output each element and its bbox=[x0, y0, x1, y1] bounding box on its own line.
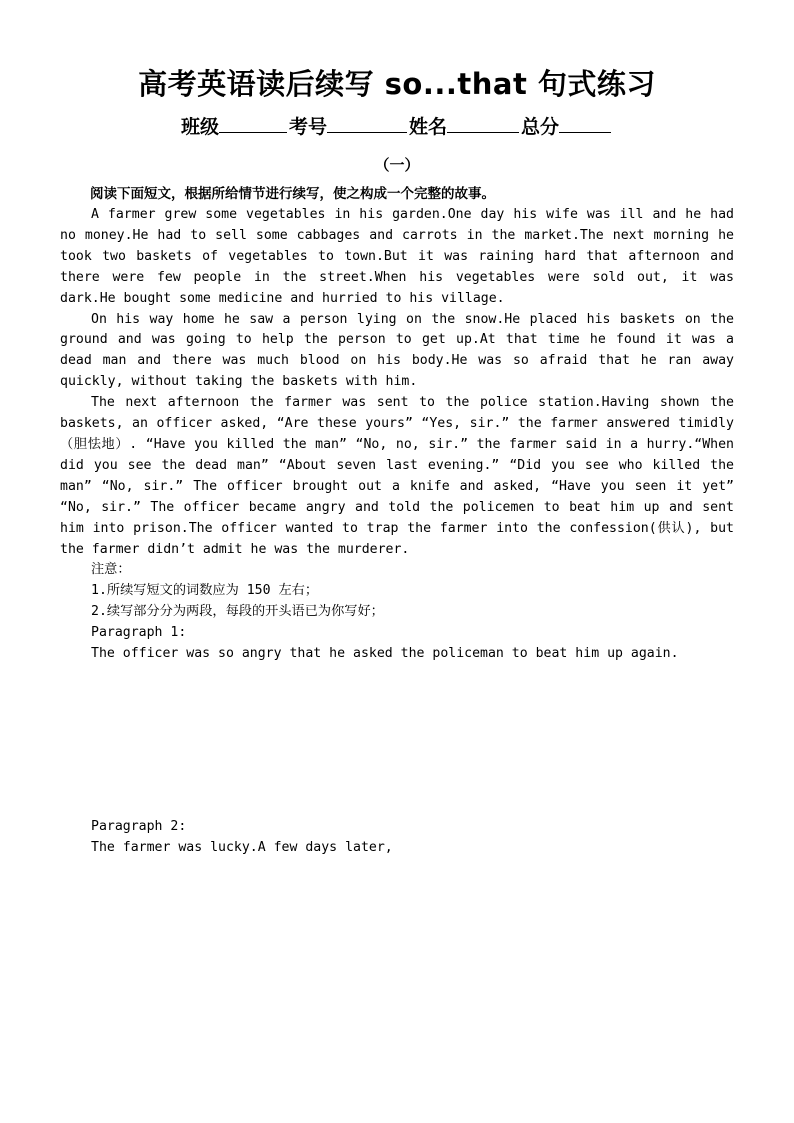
exam-no-blank[interactable] bbox=[327, 114, 407, 133]
paragraph-2-opening: The farmer was lucky.A few days later, bbox=[91, 839, 393, 855]
passage-body bbox=[60, 183, 734, 859]
passage-paragraph-2: On his way home he saw a person lying on the snow.He placed his baskets on the ground and was going to help the person to get up.At that time he found it was a dead man and there was much blood on his body.He was so afraid that he ran away quickly, without taking the baskets with him. bbox=[60, 311, 734, 390]
notes-heading: 注意： bbox=[91, 562, 131, 578]
student-info-line bbox=[0, 112, 794, 139]
paragraph-1-opening: The officer was so angry that he asked the policeman to beat him up again. bbox=[91, 646, 679, 662]
passage-paragraph-1: A farmer grew some vegetables in his garden.One day his wife was ill and he had no money.He had to sell some cabbages and carrots in the market.The next morning he took two baskets of vegetables to town.But it was raining hard that afternoon and there were few people in the street.When his vegetables were sold out, it was dark.He bought some medicine and hurried to his village. bbox=[60, 207, 734, 306]
name-blank[interactable] bbox=[447, 114, 519, 133]
passage-paragraph-3: The next afternoon the farmer was sent to the police station.Having shown the baskets, an officer asked, “Are these yours” “Yes, sir.” the farmer answered timidly（胆怯地）. “Have you killed the man” “No, no, sir.” the farmer said in a hurry.“When did you see the dead man” “About seven last evening.” “Did you see who killed the man” “No, sir.” The officer brought out a knife and asked, “Have you seen it yet” “No, sir.” The officer became angry and told the policemen to beat him up and sent him into prison.The officer wanted to trap the farmer into the confession(供认), but the farmer didn’t admit he was the murderer. bbox=[60, 395, 734, 557]
instruction: 阅读下面短文，根据所给情节进行续写，使之构成一个完整的故事。 bbox=[90, 186, 495, 202]
score-blank[interactable] bbox=[559, 114, 611, 133]
section-label: （一） bbox=[374, 156, 420, 174]
writing-area-1[interactable] bbox=[60, 665, 734, 817]
paragraph-1-label: Paragraph 1: bbox=[91, 625, 187, 641]
class-label: 班级 bbox=[180, 116, 219, 138]
paragraph-2-label: Paragraph 2: bbox=[91, 818, 187, 834]
class-blank[interactable] bbox=[219, 114, 287, 133]
score-label: 总分 bbox=[521, 116, 560, 138]
note-item-2: 2.续写部分分为两段，每段的开头语已为你写好； bbox=[91, 604, 384, 620]
page-title: 高考英语读后续写 so...that 句式练习 bbox=[138, 67, 656, 101]
name-label: 姓名 bbox=[409, 116, 448, 138]
note-item-1: 1.所续写短文的词数应为 150 左右； bbox=[91, 583, 319, 599]
exam-no-label: 考号 bbox=[288, 116, 327, 138]
